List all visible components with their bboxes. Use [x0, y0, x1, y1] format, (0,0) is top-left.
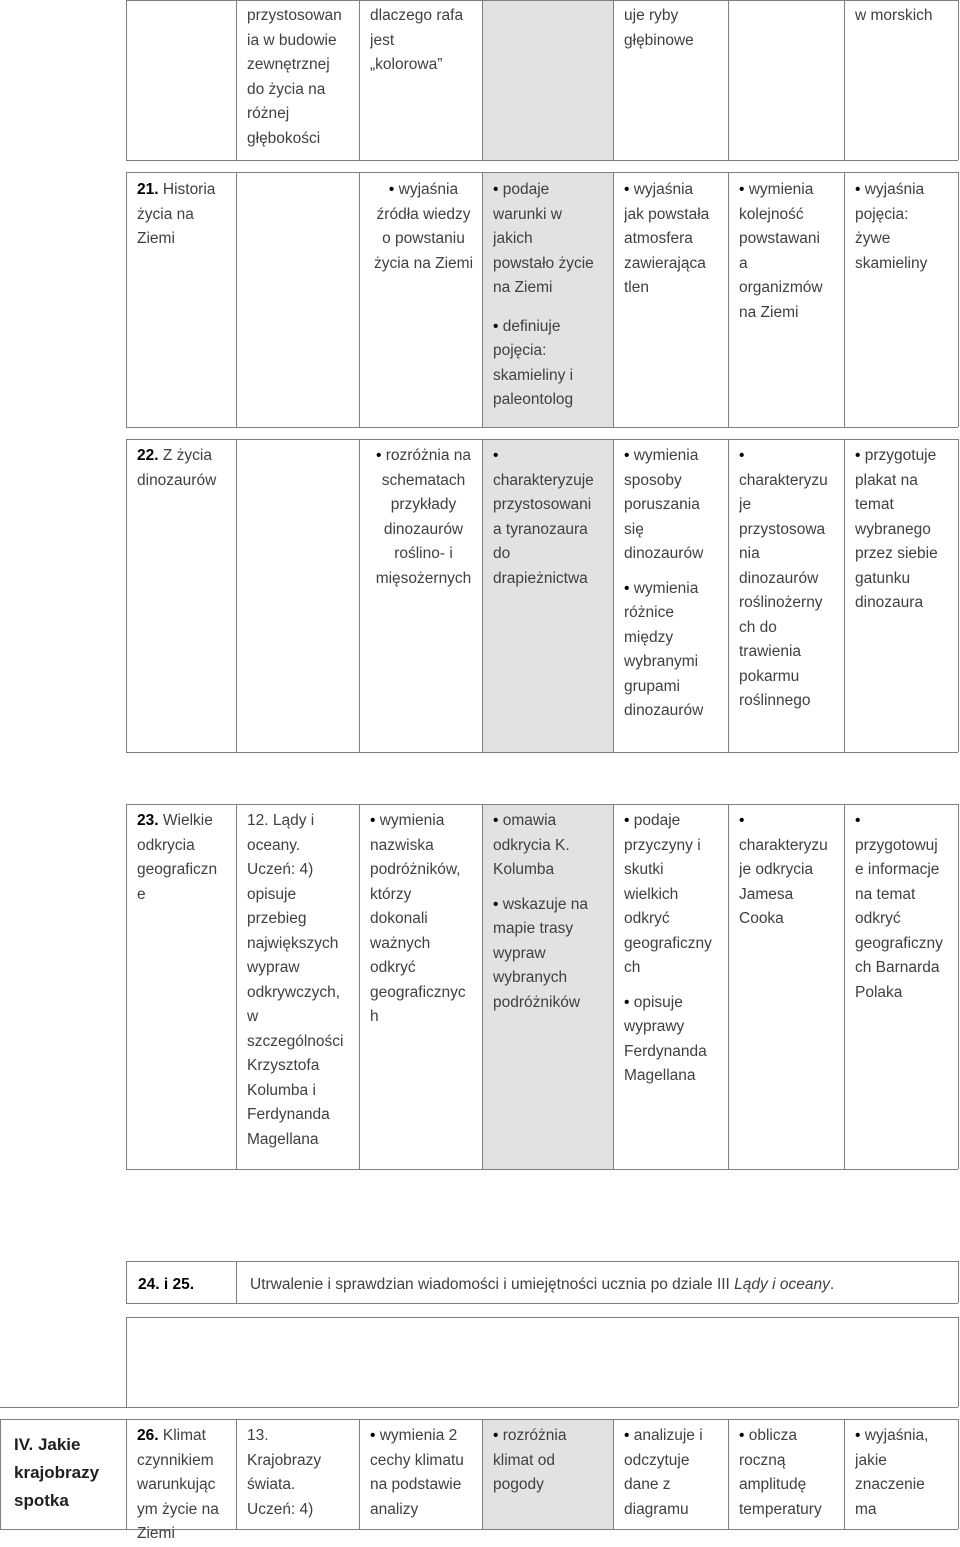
table-border-h — [126, 0, 958, 1]
cell-text-content: oblicza roczną amplitudę temperatury — [739, 1427, 822, 1518]
table-border-v — [359, 1419, 360, 1529]
table-cell — [624, 444, 727, 724]
cell-text-content: w morskich — [855, 7, 933, 24]
table-border-v — [844, 439, 845, 752]
bullet-item — [624, 178, 723, 301]
bullet-item — [855, 1424, 953, 1522]
table-cell — [739, 444, 843, 714]
bullet-item — [624, 1424, 723, 1522]
cell-text-content: wymienia 2 cechy klimatu na podstawie analizy — [370, 1427, 464, 1518]
table-border-h — [126, 1169, 958, 1170]
table-border-v — [126, 0, 127, 160]
table-border-v — [126, 439, 127, 752]
table-border-v — [482, 1419, 483, 1529]
lesson-number: 26. — [137, 1427, 159, 1444]
summary-description — [250, 1273, 950, 1298]
lesson-number: 21. — [137, 181, 159, 198]
table-border-v — [958, 0, 959, 160]
cell-text-content: definiuje pojęcia: skamieliny i paleontolog — [493, 317, 574, 408]
table-border-h — [126, 427, 958, 428]
cell-text — [137, 178, 231, 252]
table-border-h — [0, 1419, 958, 1420]
bullet-item — [739, 1424, 839, 1522]
cell-text — [137, 444, 231, 493]
cell-text — [137, 1424, 231, 1547]
table-border-v — [613, 439, 614, 752]
table-border-h — [126, 439, 958, 440]
cell-text-content: podaje przyczyny i skutki wielkich odkryć geograficzny ch — [624, 812, 712, 976]
cell-text-content: wymienia nazwiska podróżników, którzy dokonali ważnych odkryć geograficznyc h — [370, 812, 466, 1025]
table-cell — [247, 1424, 358, 1522]
cell-text-content: Klimat czynnikiem warunkując ym życie na Ziemi — [137, 1427, 219, 1542]
cell-text-content: rozróżnia klimat od pogody — [493, 1427, 567, 1493]
table-border-v — [126, 804, 127, 1169]
table-cell — [247, 4, 358, 151]
cell-text-content: przystosowan ia w budowie zewnętrznej do życia na różnej głębokości — [247, 7, 342, 147]
table-cell — [370, 1424, 481, 1522]
table-cell — [624, 178, 727, 301]
bullet-item — [855, 178, 953, 276]
lesson-number: 22. — [137, 447, 159, 464]
table-border-v — [728, 1419, 729, 1529]
table-border-v — [613, 172, 614, 427]
table-border-v — [359, 804, 360, 1169]
cell-text-content: charakteryzuje przystosowani a tyranozaura do drapieżnictwa — [493, 471, 594, 587]
cell-text-content: wymienia sposoby poruszania się dinozaurów — [624, 447, 704, 562]
table-cell — [137, 1424, 235, 1547]
table-border-v — [359, 172, 360, 427]
table-cell — [370, 809, 481, 1030]
table-border-v — [958, 439, 959, 752]
summary-number-text: 24. i 25. — [138, 1276, 195, 1293]
table-border-h — [126, 160, 958, 161]
table-cell — [624, 809, 727, 1089]
cell-text — [370, 4, 477, 78]
table-cell — [855, 4, 957, 29]
bullet-item — [493, 315, 608, 413]
table-border-v — [958, 1261, 959, 1303]
section-label — [14, 1431, 126, 1515]
table-border-v — [958, 1419, 959, 1529]
bullet-item — [370, 178, 477, 276]
bullet-item — [739, 178, 839, 325]
table-border-v — [236, 0, 237, 160]
table-cell — [370, 4, 481, 78]
table-cell — [739, 1424, 843, 1522]
table-border-h — [0, 1407, 958, 1408]
cell-text — [137, 809, 231, 907]
table-cell — [855, 178, 957, 276]
bullet-item — [624, 577, 723, 724]
table-border-v — [728, 804, 729, 1169]
cell-text-content: Z życia dinozaurów — [137, 447, 217, 489]
table-cell — [739, 809, 843, 932]
table-border-v — [359, 0, 360, 160]
table-cell — [370, 178, 481, 276]
table-border-v — [359, 439, 360, 752]
cell-text — [624, 4, 723, 53]
cell-text-content: przygotowuj e informacje na temat odkryć geograficzny ch Barnarda Polaka — [855, 836, 943, 1001]
cell-text-content: przygotuje plakat na temat wybranego przez siebie gatunku dinozaura — [855, 447, 938, 611]
summary-lesson-number — [138, 1273, 238, 1298]
table-border-v — [236, 439, 237, 752]
table-border-v — [958, 804, 959, 1169]
table-border-v — [728, 0, 729, 160]
table-border-v — [126, 1419, 127, 1529]
cell-text-content: wyjaśnia pojęcia: żywe skamieliny — [855, 181, 928, 272]
table-border-v — [126, 1317, 127, 1407]
table-cell — [855, 809, 957, 1005]
table-border-v — [844, 0, 845, 160]
bullet-item — [370, 1424, 477, 1522]
table-cell — [370, 444, 481, 591]
table-border-v — [482, 804, 483, 1169]
bullet-item — [739, 444, 839, 714]
bullet-item — [493, 809, 608, 883]
table-border-h — [126, 1261, 958, 1262]
bullet-item — [739, 809, 839, 932]
cell-text-content: wyjaśnia, jakie znaczenie ma — [855, 1427, 929, 1518]
cell-text — [247, 4, 354, 151]
table-cell — [739, 178, 843, 325]
cell-text-content: 13. Krajobrazy świata. Uczeń: 4) — [247, 1427, 322, 1518]
cell-text-content: wymienia kolejność powstawani a organizmów na Ziemi — [739, 181, 823, 321]
table-cell — [137, 178, 235, 252]
table-border-v — [0, 1419, 1, 1529]
summary-text-after: . — [829, 1276, 835, 1293]
bullet-item — [493, 893, 608, 1016]
table-border-v — [482, 439, 483, 752]
table-cell — [855, 1424, 957, 1522]
table-cell — [624, 1424, 727, 1522]
summary-text-italic: Lądy i oceany — [734, 1276, 830, 1293]
cell-text-content: wyjaśnia jak powstała atmosfera zawierająca tlen — [624, 181, 710, 296]
table-cell — [137, 444, 235, 493]
cell-text-content: podaje warunki w jakich powstało życie na Ziemi — [493, 181, 594, 296]
bullet-item — [493, 1424, 608, 1498]
table-cell — [855, 444, 957, 616]
table-border-v — [844, 1419, 845, 1529]
table-border-v — [958, 1317, 959, 1407]
cell-text-content: wyjaśnia źródła wiedzy o powstaniu życia na Ziemi — [373, 181, 474, 272]
cell-text-content: analizuje i odczytuje dane z diagramu — [624, 1427, 703, 1518]
table-border-v — [613, 0, 614, 160]
bullet-item — [855, 444, 953, 616]
cell-text-content: omawia odkrycia K. Kolumba — [493, 812, 570, 878]
cell-text-content: dlaczego rafa jest „kolorowa” — [370, 7, 464, 73]
table-border-v — [126, 1261, 127, 1303]
bullet-item — [493, 178, 608, 301]
cell-text-content: opisuje wyprawy Ferdynanda Magellana — [624, 993, 707, 1084]
lesson-number: 23. — [137, 812, 159, 829]
bullet-item — [493, 444, 608, 591]
table-border-v — [844, 172, 845, 427]
bullet-item — [370, 809, 477, 1030]
section-label-text: IV. Jakie krajobrazy spotka — [14, 1435, 100, 1510]
table-border-v — [236, 172, 237, 427]
table-border-v — [482, 172, 483, 427]
table-border-v — [958, 172, 959, 427]
cell-text-content: charakteryzu je przystosowa nia dinozaurów roślinożerny ch do trawienia pokarmu roślinnego — [739, 471, 828, 709]
cell-text-content: uje ryby głębinowe — [624, 7, 694, 49]
table-border-v — [844, 804, 845, 1169]
table-border-v — [236, 1419, 237, 1529]
table-cell — [137, 809, 235, 907]
table-border-v — [728, 439, 729, 752]
table-border-v — [126, 172, 127, 427]
table-border-v — [613, 804, 614, 1169]
cell-text — [247, 809, 354, 1152]
table-cell — [493, 809, 612, 1015]
table-border-v — [613, 1419, 614, 1529]
bullet-item — [624, 809, 723, 981]
bullet-item — [855, 809, 953, 1005]
table-cell — [247, 809, 358, 1152]
table-border-v — [728, 172, 729, 427]
cell-text-content: charakteryzu je odkrycia Jamesa Cooka — [739, 836, 828, 927]
table-border-v — [236, 804, 237, 1169]
bullet-item — [624, 444, 723, 567]
cell-text-content: wymienia różnice między wybranymi grupami dinozaurów — [624, 579, 704, 719]
table-border-h — [126, 1303, 958, 1304]
summary-text-before: Utrwalenie i sprawdzian wiadomości i umiejętności ucznia po dziale III — [250, 1276, 735, 1293]
table-border-h — [126, 804, 958, 805]
table-cell — [493, 1424, 612, 1498]
cell-text — [855, 4, 953, 29]
cell-text-content: Wielkie odkrycia geograficzn e — [137, 812, 218, 903]
bullet-item — [370, 444, 477, 591]
shaded-column — [482, 0, 613, 160]
table-border-v — [482, 0, 483, 160]
bullet-item — [624, 991, 723, 1089]
table-border-h — [126, 172, 958, 173]
cell-text-content: wskazuje na mapie trasy wypraw wybranych podróżników — [493, 895, 589, 1011]
cell-text-content: 12. Lądy i oceany. Uczeń: 4) opisuje przebieg największych wypraw odkrywczych, w szczególności Krzysztofa Kolumba i Ferdynanda Magellana — [247, 812, 344, 1148]
table-cell — [493, 178, 612, 413]
cell-text — [247, 1424, 354, 1522]
table-border-h — [126, 752, 958, 753]
cell-text-content: Historia życia na Ziemi — [137, 181, 216, 247]
table-cell — [624, 4, 727, 53]
table-cell — [493, 444, 612, 591]
table-border-h — [126, 1317, 958, 1318]
cell-text-content: rozróżnia na schematach przykłady dinozaurów roślino- i mięsożernych — [375, 447, 472, 587]
